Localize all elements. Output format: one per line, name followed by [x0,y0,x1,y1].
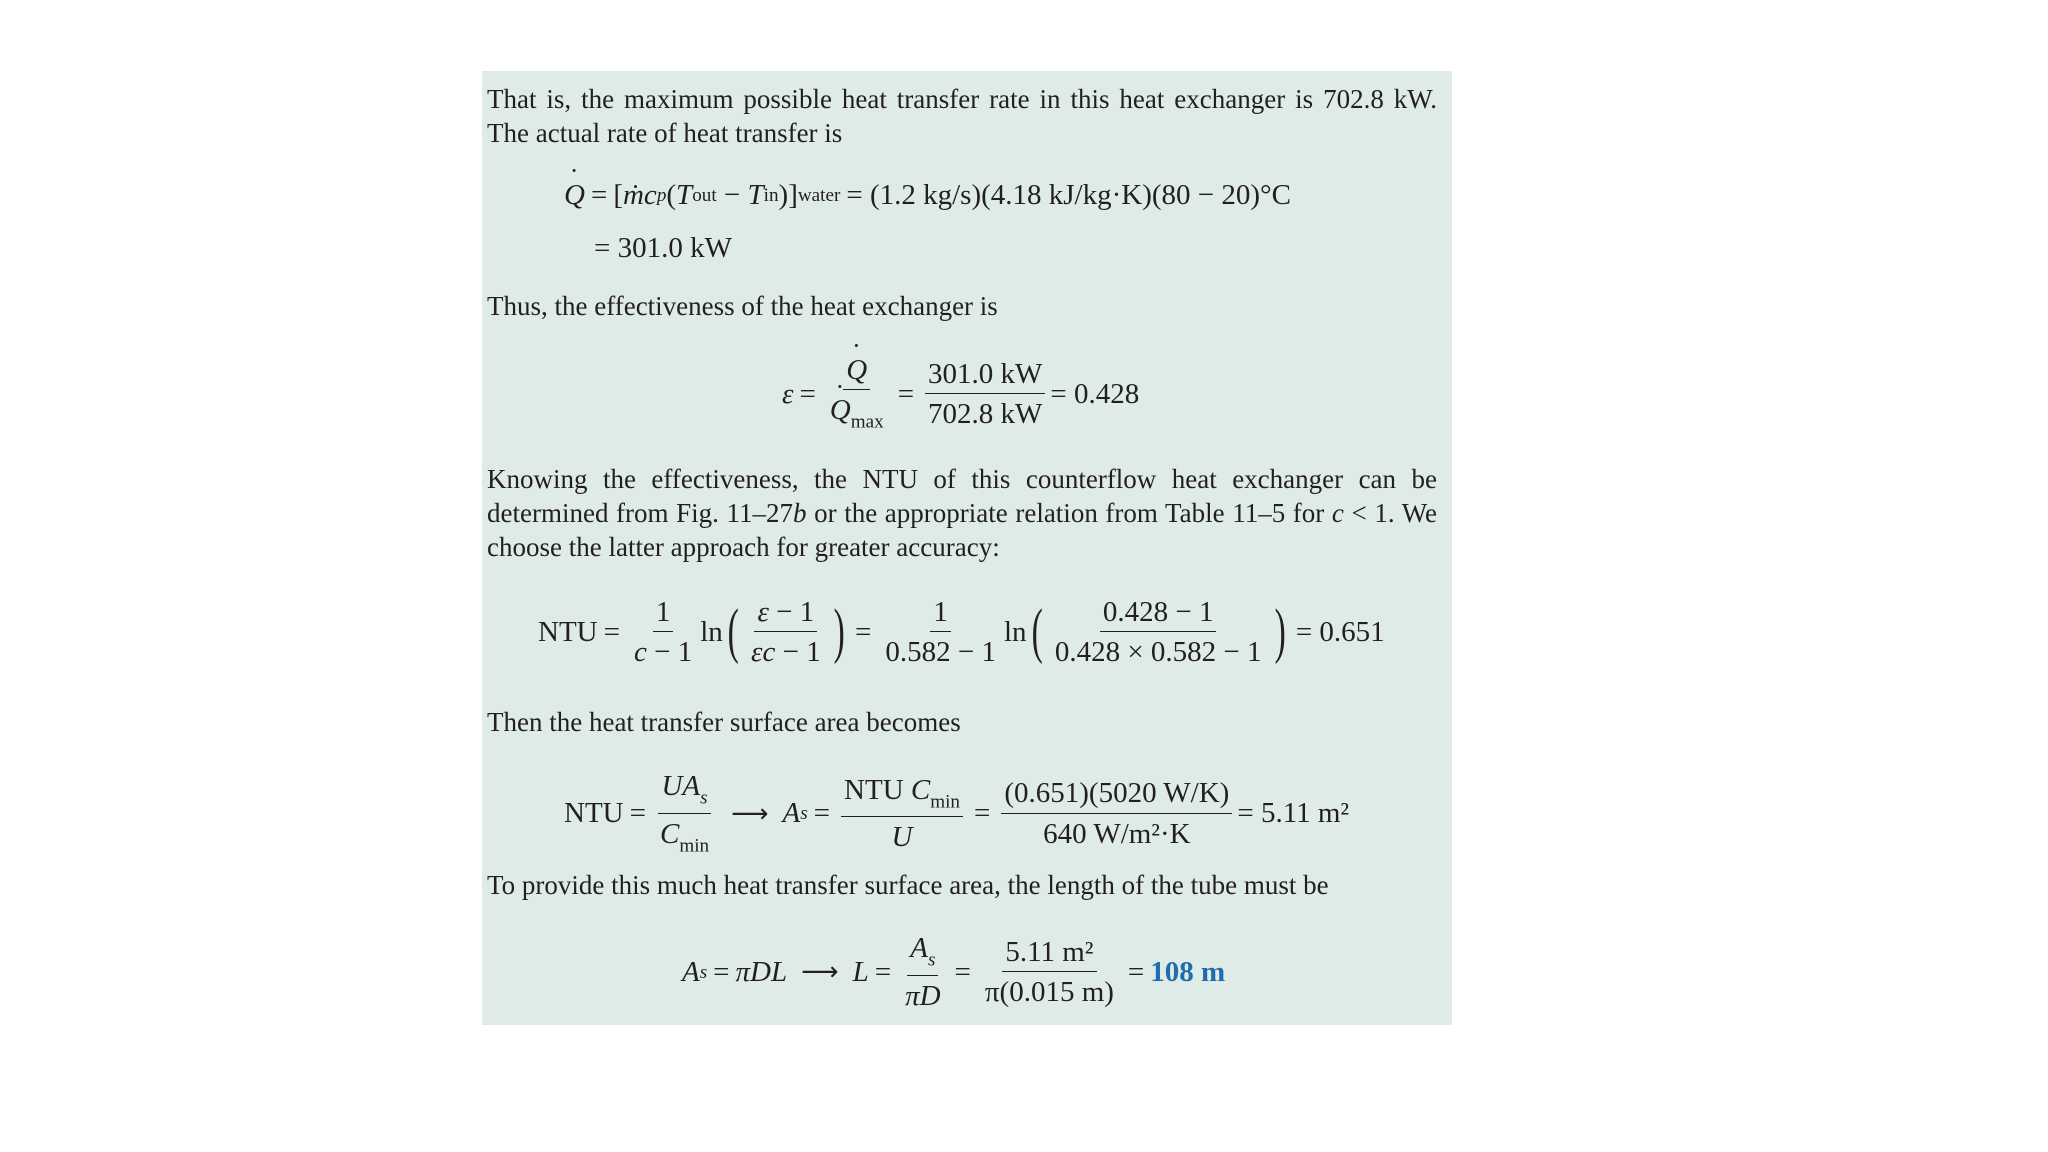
tube-length-answer: 108 m [1150,955,1226,988]
ntu-paragraph: Knowing the effectiveness, the NTU of this counterflow heat exchanger can be determined from Fig. 11–27b or the appropriate relation from Table 11–5 for c < 1. We choose the latter approach for greater accuracy: [487,464,1438,562]
ntu-equation: NTU = $\frac{1}{c - 1}$ ln ( $\frac{\varepsilon - 1}{\varepsilon c - 1}$ ) = $\frac{1}{0.582 - 1}$ ln ( $\frac{0.428 - 1}{0.428 \times 0.582 - 1}$ ) = 0.651 [538,596,1385,669]
tube-length-paragraph: To provide this much heat transfer surface area, the length of the tube must be [487,870,1329,900]
content-panel [482,71,1452,1025]
effectiveness-denominator: 702.8 kW [928,398,1043,431]
surface-area-result: = 5.11 m² [1237,797,1350,830]
surface-area-paragraph: Then the heat transfer surface area becomes [487,707,961,737]
effectiveness-numerator: 301.0 kW [925,359,1045,394]
heat-rate-values: = (1.2 kg/s)(4.18 kJ/kg·K)(80 − 20)°C [846,179,1291,211]
effectiveness-equation: ε = ˙ Q ˙ $Q_{max}$ = $\frac{301.0 kW}{702.8 kW}$ = 0.428 [782,355,1139,433]
effectiveness-paragraph: Thus, the effectiveness of the heat exchanger is [487,291,998,321]
intro-paragraph: That is, the maximum possible heat transfer rate in this heat exchanger is 702.8 kW. The actual rate of heat transfer is [487,84,1437,148]
surface-area-equation: NTU = $\frac{UA_s}{C_{min}}$ ⟶ A s = $\frac{NTU C_{min}}{U}$ = $\frac{(0.651)(5020 W/K)}{\text{640 W/m²·K}}$ = 5.11 m² [564,770,1350,857]
heat-rate-result: = 301.0 kW [594,232,732,264]
heat-transfer-rate-equation: ˙ Q = [ ṁc p ( T out − T in )] water = (1.2 kg/s)(4.18 kJ/kg·K)(80 − 20)°C [564,181,1291,210]
ntu-result: = 0.651 [1295,615,1385,648]
tube-length-equation: A s = πDL ⟶ L = $\frac{A_s}{\pi D}$ = $\frac{\text{5.11 m²}}{\pi(0.015 m)}$ = 108 m [682,932,1226,1012]
effectiveness-result: = 0.428 [1050,377,1140,410]
